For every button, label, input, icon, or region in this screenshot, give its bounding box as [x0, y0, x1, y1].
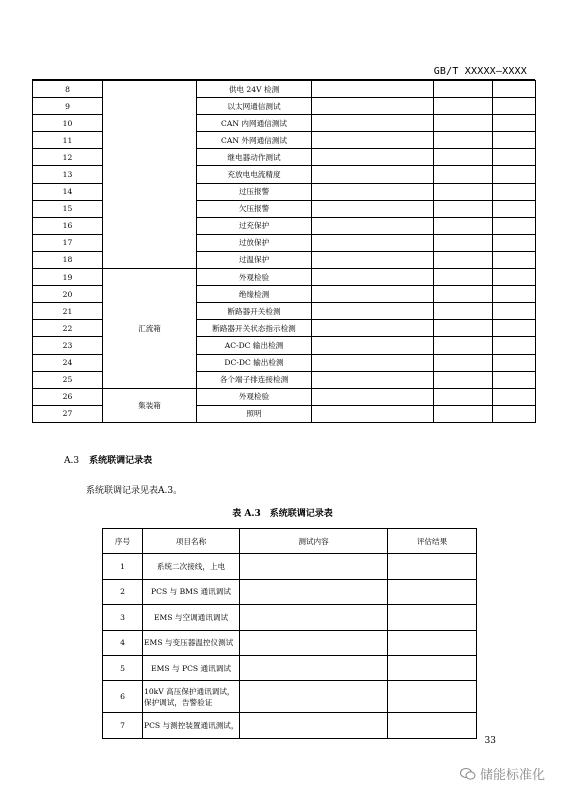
blank-cell: [312, 115, 434, 132]
system-commissioning-table: [102, 528, 477, 739]
test-item: 过温保护: [197, 251, 312, 268]
test-item: 过压报警: [197, 183, 312, 200]
blank-cell: [312, 98, 434, 115]
blank-cell: [312, 405, 434, 422]
test-content: [240, 630, 388, 655]
test-item: CAN 内网通信测试: [197, 115, 312, 132]
blank-cell: [493, 320, 536, 337]
project-name: 系统二次接线，上电: [143, 554, 240, 579]
row-number: 16: [33, 217, 103, 234]
evaluation-result: [388, 605, 477, 630]
test-item: 各个端子排连接检测: [197, 371, 312, 388]
test-content: [240, 713, 388, 738]
blank-cell: [434, 217, 493, 234]
blank-cell: [493, 183, 536, 200]
blank-cell: [312, 354, 434, 371]
test-content: [240, 605, 388, 630]
row-number: 8: [33, 81, 103, 98]
table-header-row: [103, 529, 477, 554]
blank-cell: [312, 234, 434, 251]
blank-cell: [434, 269, 493, 286]
blank-cell: [493, 303, 536, 320]
row-number: 27: [33, 405, 103, 422]
test-item: 断路器开关检测: [197, 303, 312, 320]
blank-cell: [312, 132, 434, 149]
blank-cell: [434, 149, 493, 166]
row-number: 18: [33, 251, 103, 268]
blank-cell: [312, 371, 434, 388]
blank-cell: [312, 286, 434, 303]
section-title: 系统联调记录表: [89, 456, 153, 466]
table-row: [33, 388, 536, 405]
test-item: 以太网通信测试: [197, 98, 312, 115]
blank-cell: [434, 166, 493, 183]
row-number: 1: [103, 554, 143, 579]
table-caption: 表 A.3 系统联调记录表: [232, 509, 333, 519]
test-item: 断路器开关状态指示检测: [197, 320, 312, 337]
test-item: DC-DC 输出检测: [197, 354, 312, 371]
test-item: 过放保护: [197, 234, 312, 251]
blank-cell: [312, 166, 434, 183]
blank-cell: [493, 149, 536, 166]
row-number: 10: [33, 115, 103, 132]
blank-cell: [493, 371, 536, 388]
table-row: [103, 554, 477, 579]
row-number: 13: [33, 166, 103, 183]
row-number: 11: [33, 132, 103, 149]
blank-cell: [434, 286, 493, 303]
row-number: 17: [33, 234, 103, 251]
row-number: 23: [33, 337, 103, 354]
section-heading: [64, 453, 152, 466]
table-row: [33, 81, 536, 98]
evaluation-result: [388, 554, 477, 579]
blank-cell: [493, 132, 536, 149]
blank-cell: [434, 354, 493, 371]
blank-cell: [493, 354, 536, 371]
blank-cell: [312, 388, 434, 405]
test-item: 外观检验: [197, 388, 312, 405]
page-number: 33: [484, 736, 496, 746]
test-item: 过充保护: [197, 217, 312, 234]
blank-cell: [493, 286, 536, 303]
blank-cell: [434, 115, 493, 132]
test-content: [240, 579, 388, 604]
blank-cell: [493, 269, 536, 286]
blank-cell: [493, 217, 536, 234]
section-number: A.3: [64, 456, 80, 466]
test-items-table: [32, 80, 536, 423]
project-name: EMS 与空调通讯调试: [143, 605, 240, 630]
row-number: 3: [103, 605, 143, 630]
blank-cell: [312, 303, 434, 320]
evaluation-result: [388, 713, 477, 738]
test-item: 欠压报警: [197, 200, 312, 217]
blank-cell: [312, 217, 434, 234]
test-item: 绝缘检测: [197, 286, 312, 303]
evaluation-result: [388, 630, 477, 655]
blank-cell: [493, 234, 536, 251]
blank-cell: [434, 371, 493, 388]
blank-cell: [493, 337, 536, 354]
table-row: [33, 269, 536, 286]
table-row: [103, 681, 477, 713]
project-name: PCS 与测控装置通讯测试，: [143, 713, 240, 738]
row-number: 26: [33, 388, 103, 405]
row-number: 12: [33, 149, 103, 166]
project-name: PCS 与 BMS 通讯调试: [143, 579, 240, 604]
row-number: 4: [103, 630, 143, 655]
table-row: [103, 579, 477, 604]
blank-cell: [434, 183, 493, 200]
blank-cell: [493, 405, 536, 422]
row-number: 2: [103, 579, 143, 604]
group-cell-combiner: 汇流箱: [103, 269, 197, 389]
table-row: [103, 655, 477, 680]
test-content: [240, 681, 388, 713]
blank-cell: [434, 405, 493, 422]
wechat-icon: [460, 767, 476, 781]
group-cell-container: 集装箱: [103, 388, 197, 422]
blank-cell: [434, 132, 493, 149]
evaluation-result: [388, 579, 477, 604]
row-number: 5: [103, 655, 143, 680]
blank-cell: [493, 200, 536, 217]
standard-code: GB/T XXXXX—XXXX: [433, 66, 527, 77]
header-no: 序号: [103, 529, 143, 554]
blank-cell: [493, 166, 536, 183]
test-item: 照明: [197, 405, 312, 422]
table-row: [103, 713, 477, 738]
blank-cell: [434, 200, 493, 217]
blank-cell: [312, 269, 434, 286]
test-item: CAN 外网通信测试: [197, 132, 312, 149]
watermark-text: 储能标准化: [479, 768, 545, 783]
header-name: 项目名称: [143, 529, 240, 554]
blank-cell: [434, 320, 493, 337]
project-name: 10kV 高压保护通讯调试，保护调试，告警验证: [143, 681, 240, 713]
blank-cell: [434, 337, 493, 354]
evaluation-result: [388, 681, 477, 713]
blank-cell: [434, 81, 493, 98]
test-item: 充放电电流精度: [197, 166, 312, 183]
header-result: 评估结果: [388, 529, 477, 554]
blank-cell: [312, 320, 434, 337]
test-item: 供电 24V 检测: [197, 81, 312, 98]
row-number: 19: [33, 269, 103, 286]
blank-cell: [434, 303, 493, 320]
row-number: 24: [33, 354, 103, 371]
row-number: 15: [33, 200, 103, 217]
row-number: 21: [33, 303, 103, 320]
blank-cell: [312, 337, 434, 354]
row-number: 22: [33, 320, 103, 337]
test-content: [240, 554, 388, 579]
evaluation-result: [388, 655, 477, 680]
blank-cell: [312, 81, 434, 98]
section-paragraph: 系统联调记录见表A.3。: [86, 486, 183, 496]
test-item: 外观检验: [197, 269, 312, 286]
row-number: 14: [33, 183, 103, 200]
blank-cell: [312, 183, 434, 200]
blank-cell: [312, 200, 434, 217]
group-cell-empty: [103, 81, 197, 269]
header-content: 测试内容: [240, 529, 388, 554]
project-name: EMS 与 PCS 通讯调试: [143, 655, 240, 680]
blank-cell: [434, 98, 493, 115]
test-item: 继电器动作测试: [197, 149, 312, 166]
row-number: 9: [33, 98, 103, 115]
row-number: 7: [103, 713, 143, 738]
blank-cell: [312, 149, 434, 166]
blank-cell: [493, 98, 536, 115]
blank-cell: [434, 251, 493, 268]
blank-cell: [493, 251, 536, 268]
blank-cell: [493, 388, 536, 405]
blank-cell: [434, 388, 493, 405]
project-name: EMS 与变压器温控仪测试: [143, 630, 240, 655]
blank-cell: [493, 115, 536, 132]
test-content: [240, 655, 388, 680]
table-row: [103, 630, 477, 655]
blank-cell: [434, 234, 493, 251]
blank-cell: [493, 81, 536, 98]
test-item: AC-DC 输出检测: [197, 337, 312, 354]
row-number: 6: [103, 681, 143, 713]
row-number: 20: [33, 286, 103, 303]
table-row: [103, 605, 477, 630]
blank-cell: [312, 251, 434, 268]
row-number: 25: [33, 371, 103, 388]
watermark: [460, 764, 545, 783]
